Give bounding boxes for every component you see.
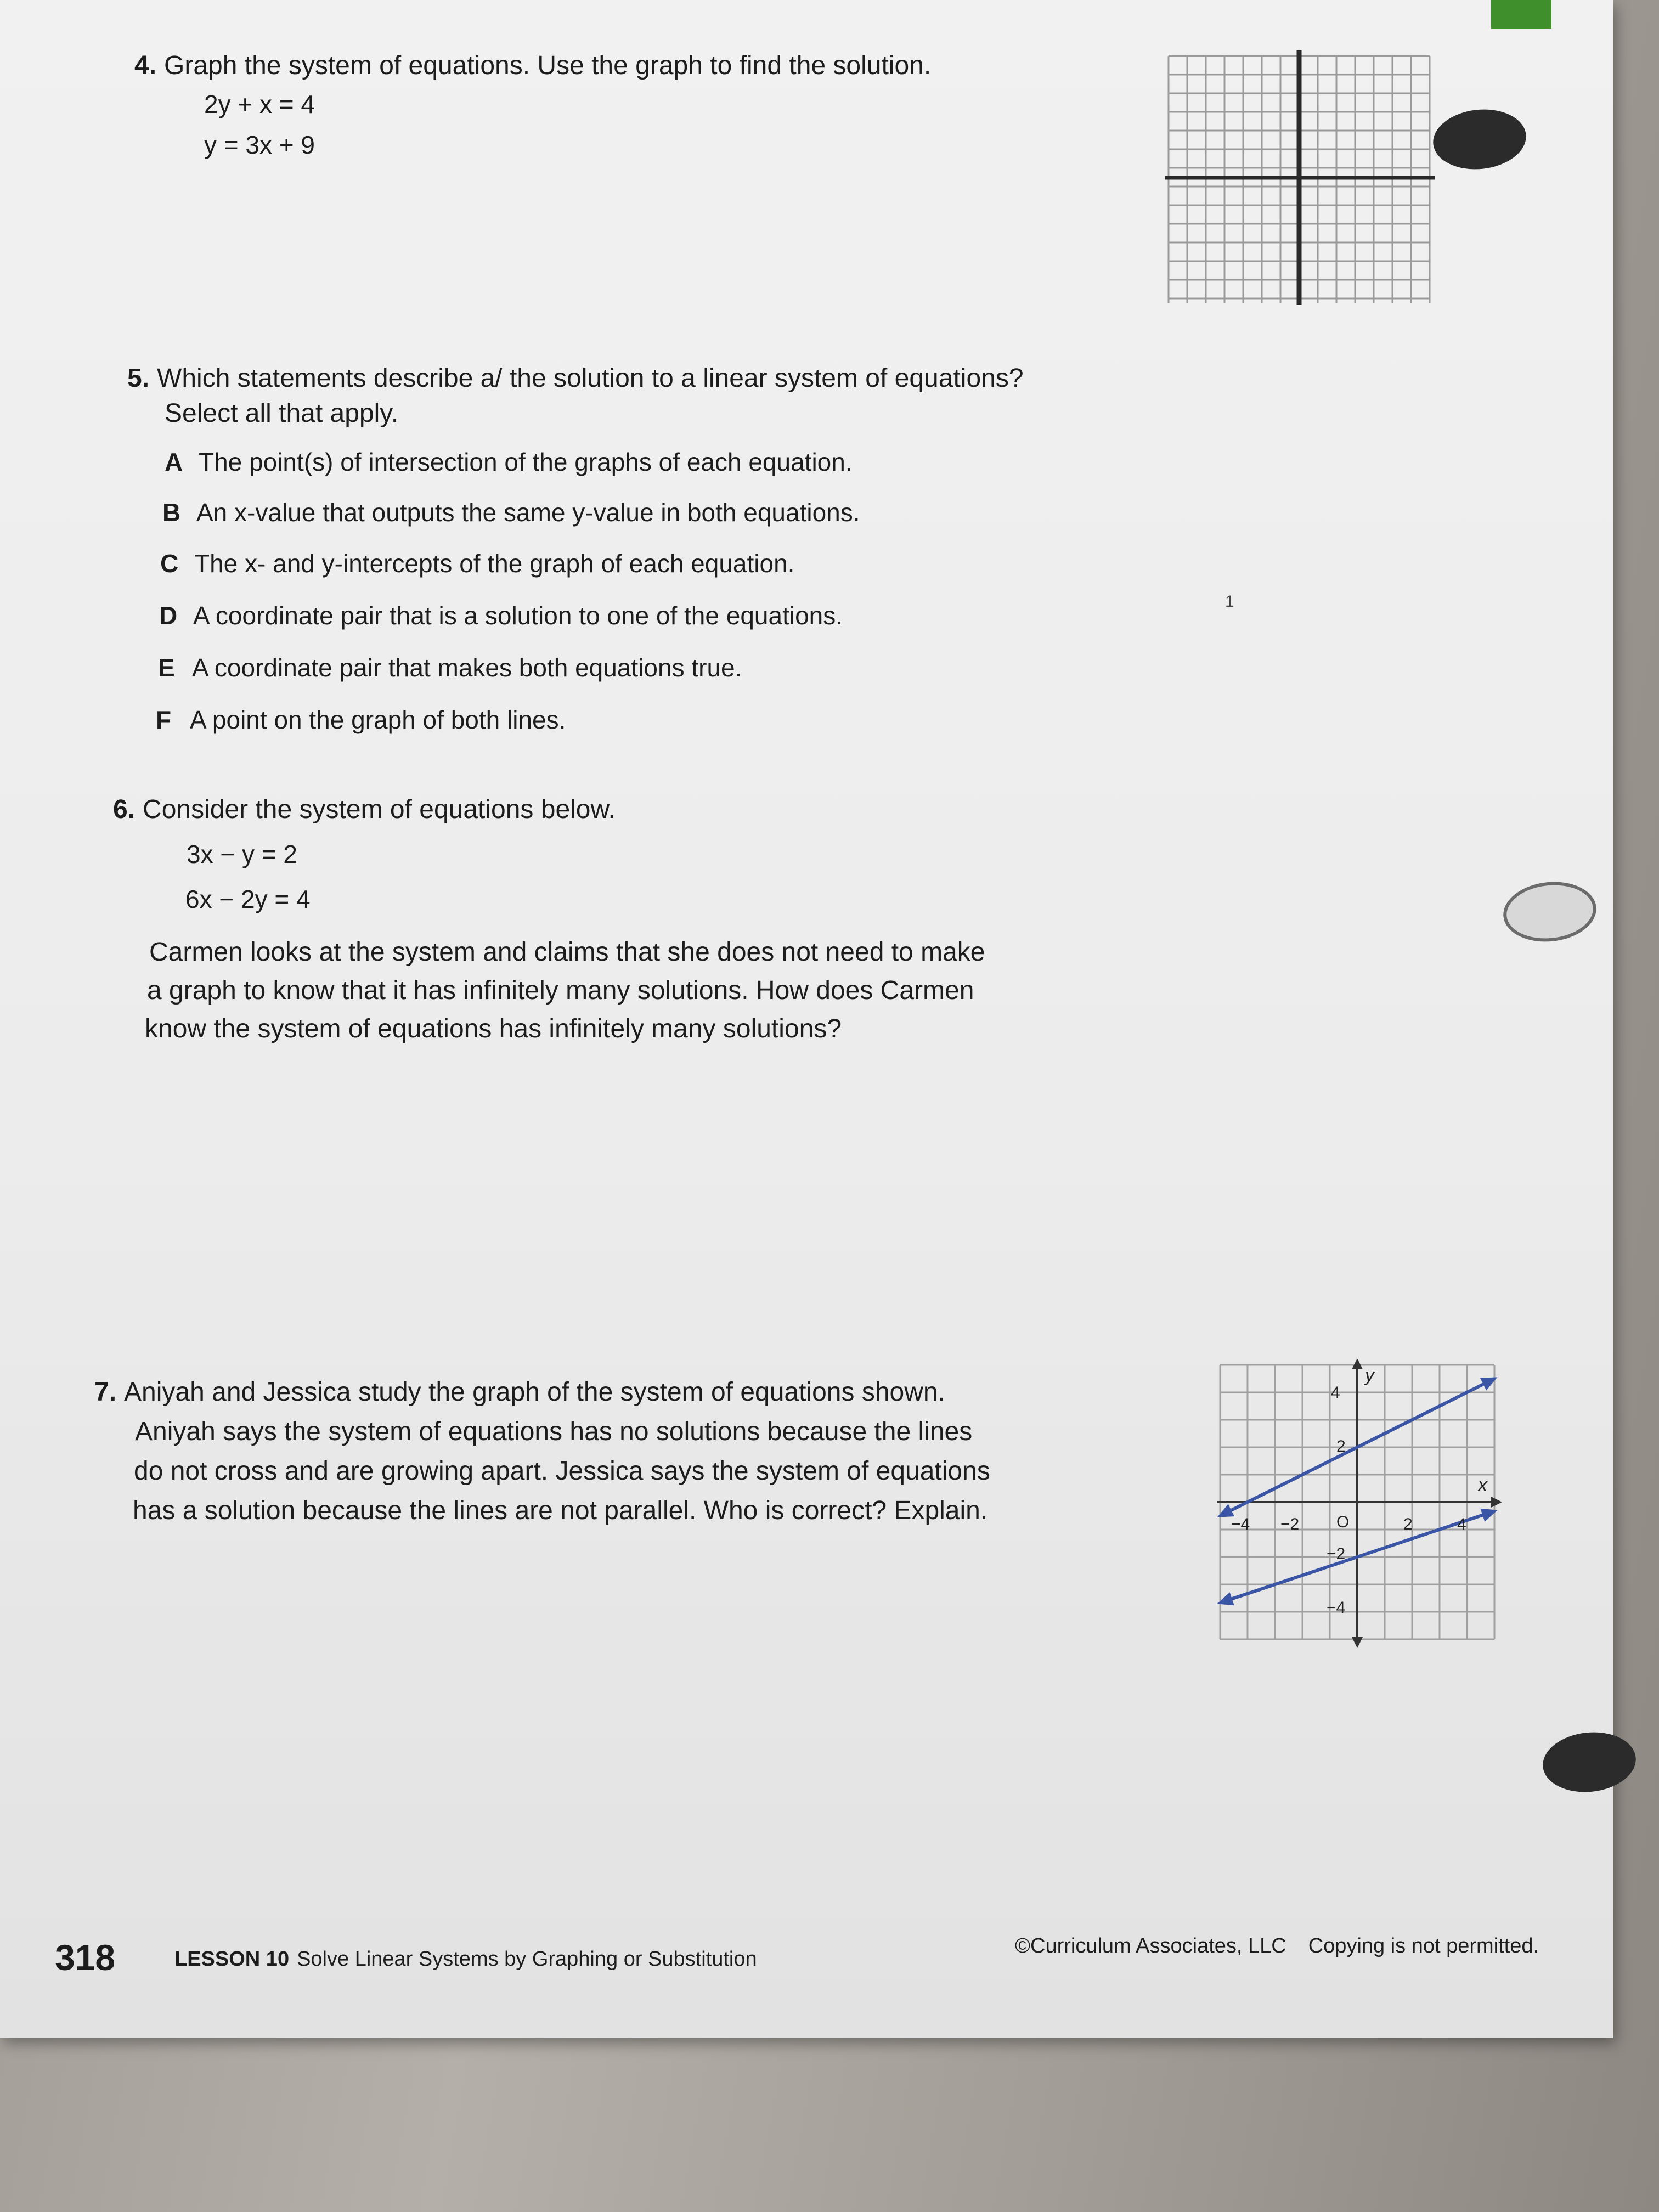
question-5-text: Which statements describe a/ the solution to a linear system of equations? bbox=[157, 364, 1024, 393]
question-4-equation-2: y = 3x + 9 bbox=[204, 131, 315, 159]
question-7-text-1: Aniyah and Jessica study the graph of the system of equations shown. bbox=[124, 1378, 945, 1407]
question-7-graph bbox=[1212, 1359, 1503, 1656]
binder-hole-middle bbox=[1500, 877, 1599, 946]
choice-a-letter: A bbox=[165, 448, 183, 476]
choice-d-letter: D bbox=[159, 601, 178, 630]
question-4-number: 4. bbox=[134, 51, 157, 80]
copyright-text: ©Curriculum Associates, LLC bbox=[1015, 1934, 1286, 1957]
choice-f-letter: F bbox=[156, 706, 172, 734]
question-4-blank-grid[interactable] bbox=[1163, 50, 1437, 308]
q7-origin-label: O bbox=[1336, 1513, 1350, 1531]
q7-x-tick-4: 4 bbox=[1457, 1515, 1466, 1533]
lesson-label: LESSON 10 bbox=[174, 1948, 290, 1971]
binder-hole-top bbox=[1430, 105, 1529, 173]
q7-x-tick-neg2: −2 bbox=[1280, 1515, 1300, 1533]
choice-e[interactable] bbox=[158, 653, 742, 682]
q7-x-tick-neg4: −4 bbox=[1231, 1515, 1250, 1533]
question-6-equation-1: 3x − y = 2 bbox=[187, 840, 298, 868]
choice-b[interactable] bbox=[162, 498, 860, 527]
choice-f[interactable] bbox=[156, 705, 566, 735]
question-6-prompt bbox=[113, 790, 616, 830]
choice-c-text: The x- and y-intercepts of the graph of each equation. bbox=[194, 549, 795, 578]
copying-notice: Copying is not permitted. bbox=[1308, 1934, 1539, 1957]
question-5-instruction: Select all that apply. bbox=[165, 399, 399, 428]
question-4-text: Graph the system of equations. Use the graph to find the solution. bbox=[164, 51, 932, 80]
q7-y-tick-2: 2 bbox=[1336, 1437, 1346, 1455]
question-6-number: 6. bbox=[113, 795, 136, 824]
question-6-equation-2: 6x − 2y = 4 bbox=[185, 885, 311, 913]
q7-x-label: x bbox=[1478, 1475, 1487, 1496]
choice-e-text: A coordinate pair that makes both equations true. bbox=[192, 653, 742, 682]
choice-d[interactable] bbox=[159, 601, 843, 630]
choice-f-text: A point on the graph of both lines. bbox=[190, 706, 566, 734]
q7-y-tick-4: 4 bbox=[1331, 1384, 1340, 1402]
q7-x-axis-arrow bbox=[1491, 1497, 1502, 1508]
question-7-line-3: do not cross and are growing apart. Jessica says the system of equations bbox=[134, 1457, 990, 1486]
green-tab bbox=[1491, 0, 1551, 29]
choice-c[interactable] bbox=[160, 549, 794, 578]
question-4-prompt bbox=[134, 46, 931, 86]
question-6-body-line-1: Carmen looks at the system and claims that she does not need to make bbox=[149, 938, 985, 967]
question-6-text: Consider the system of equations below. bbox=[143, 795, 616, 824]
question-6-body-line-3: know the system of equations has infinitely many solutions? bbox=[145, 1014, 842, 1043]
choice-e-letter: E bbox=[158, 653, 175, 682]
q7-y-tick-neg2: −2 bbox=[1327, 1545, 1346, 1563]
page-number: 318 bbox=[55, 1937, 116, 1978]
q7-y-label: y bbox=[1365, 1365, 1374, 1386]
choice-b-letter: B bbox=[162, 498, 181, 527]
copyright-footer bbox=[1015, 1934, 1539, 1958]
question-7-line-1 bbox=[94, 1373, 945, 1412]
question-7-line-2: Aniyah says the system of equations has no solutions because the lines bbox=[135, 1417, 973, 1446]
lesson-title: Solve Linear Systems by Graphing or Substitution bbox=[297, 1948, 757, 1971]
question-4-equation-1: 2y + x = 4 bbox=[204, 90, 315, 119]
q7-x-tick-2: 2 bbox=[1403, 1515, 1413, 1533]
question-5-number: 5. bbox=[127, 364, 150, 393]
question-7-number: 7. bbox=[94, 1378, 117, 1407]
choice-b-text: An x-value that outputs the same y-value in both equations. bbox=[196, 498, 860, 527]
question-7-line-4: has a solution because the lines are not parallel. Who is correct? Explain. bbox=[133, 1496, 988, 1525]
question-6-body-line-2: a graph to know that it has infinitely many solutions. How does Carmen bbox=[147, 976, 974, 1005]
q7-y-axis-arrow-down bbox=[1352, 1637, 1363, 1648]
choice-a-text: The point(s) of intersection of the graphs of each equation. bbox=[199, 448, 853, 476]
margin-mark: 1 bbox=[1225, 592, 1234, 611]
q7-y-tick-neg4: −4 bbox=[1327, 1599, 1346, 1617]
choice-c-letter: C bbox=[160, 549, 179, 578]
lesson-footer bbox=[174, 1948, 757, 1971]
choice-a[interactable] bbox=[165, 447, 853, 477]
question-5-prompt bbox=[127, 359, 1024, 398]
choice-d-text: A coordinate pair that is a solution to one of the equations. bbox=[193, 601, 843, 630]
